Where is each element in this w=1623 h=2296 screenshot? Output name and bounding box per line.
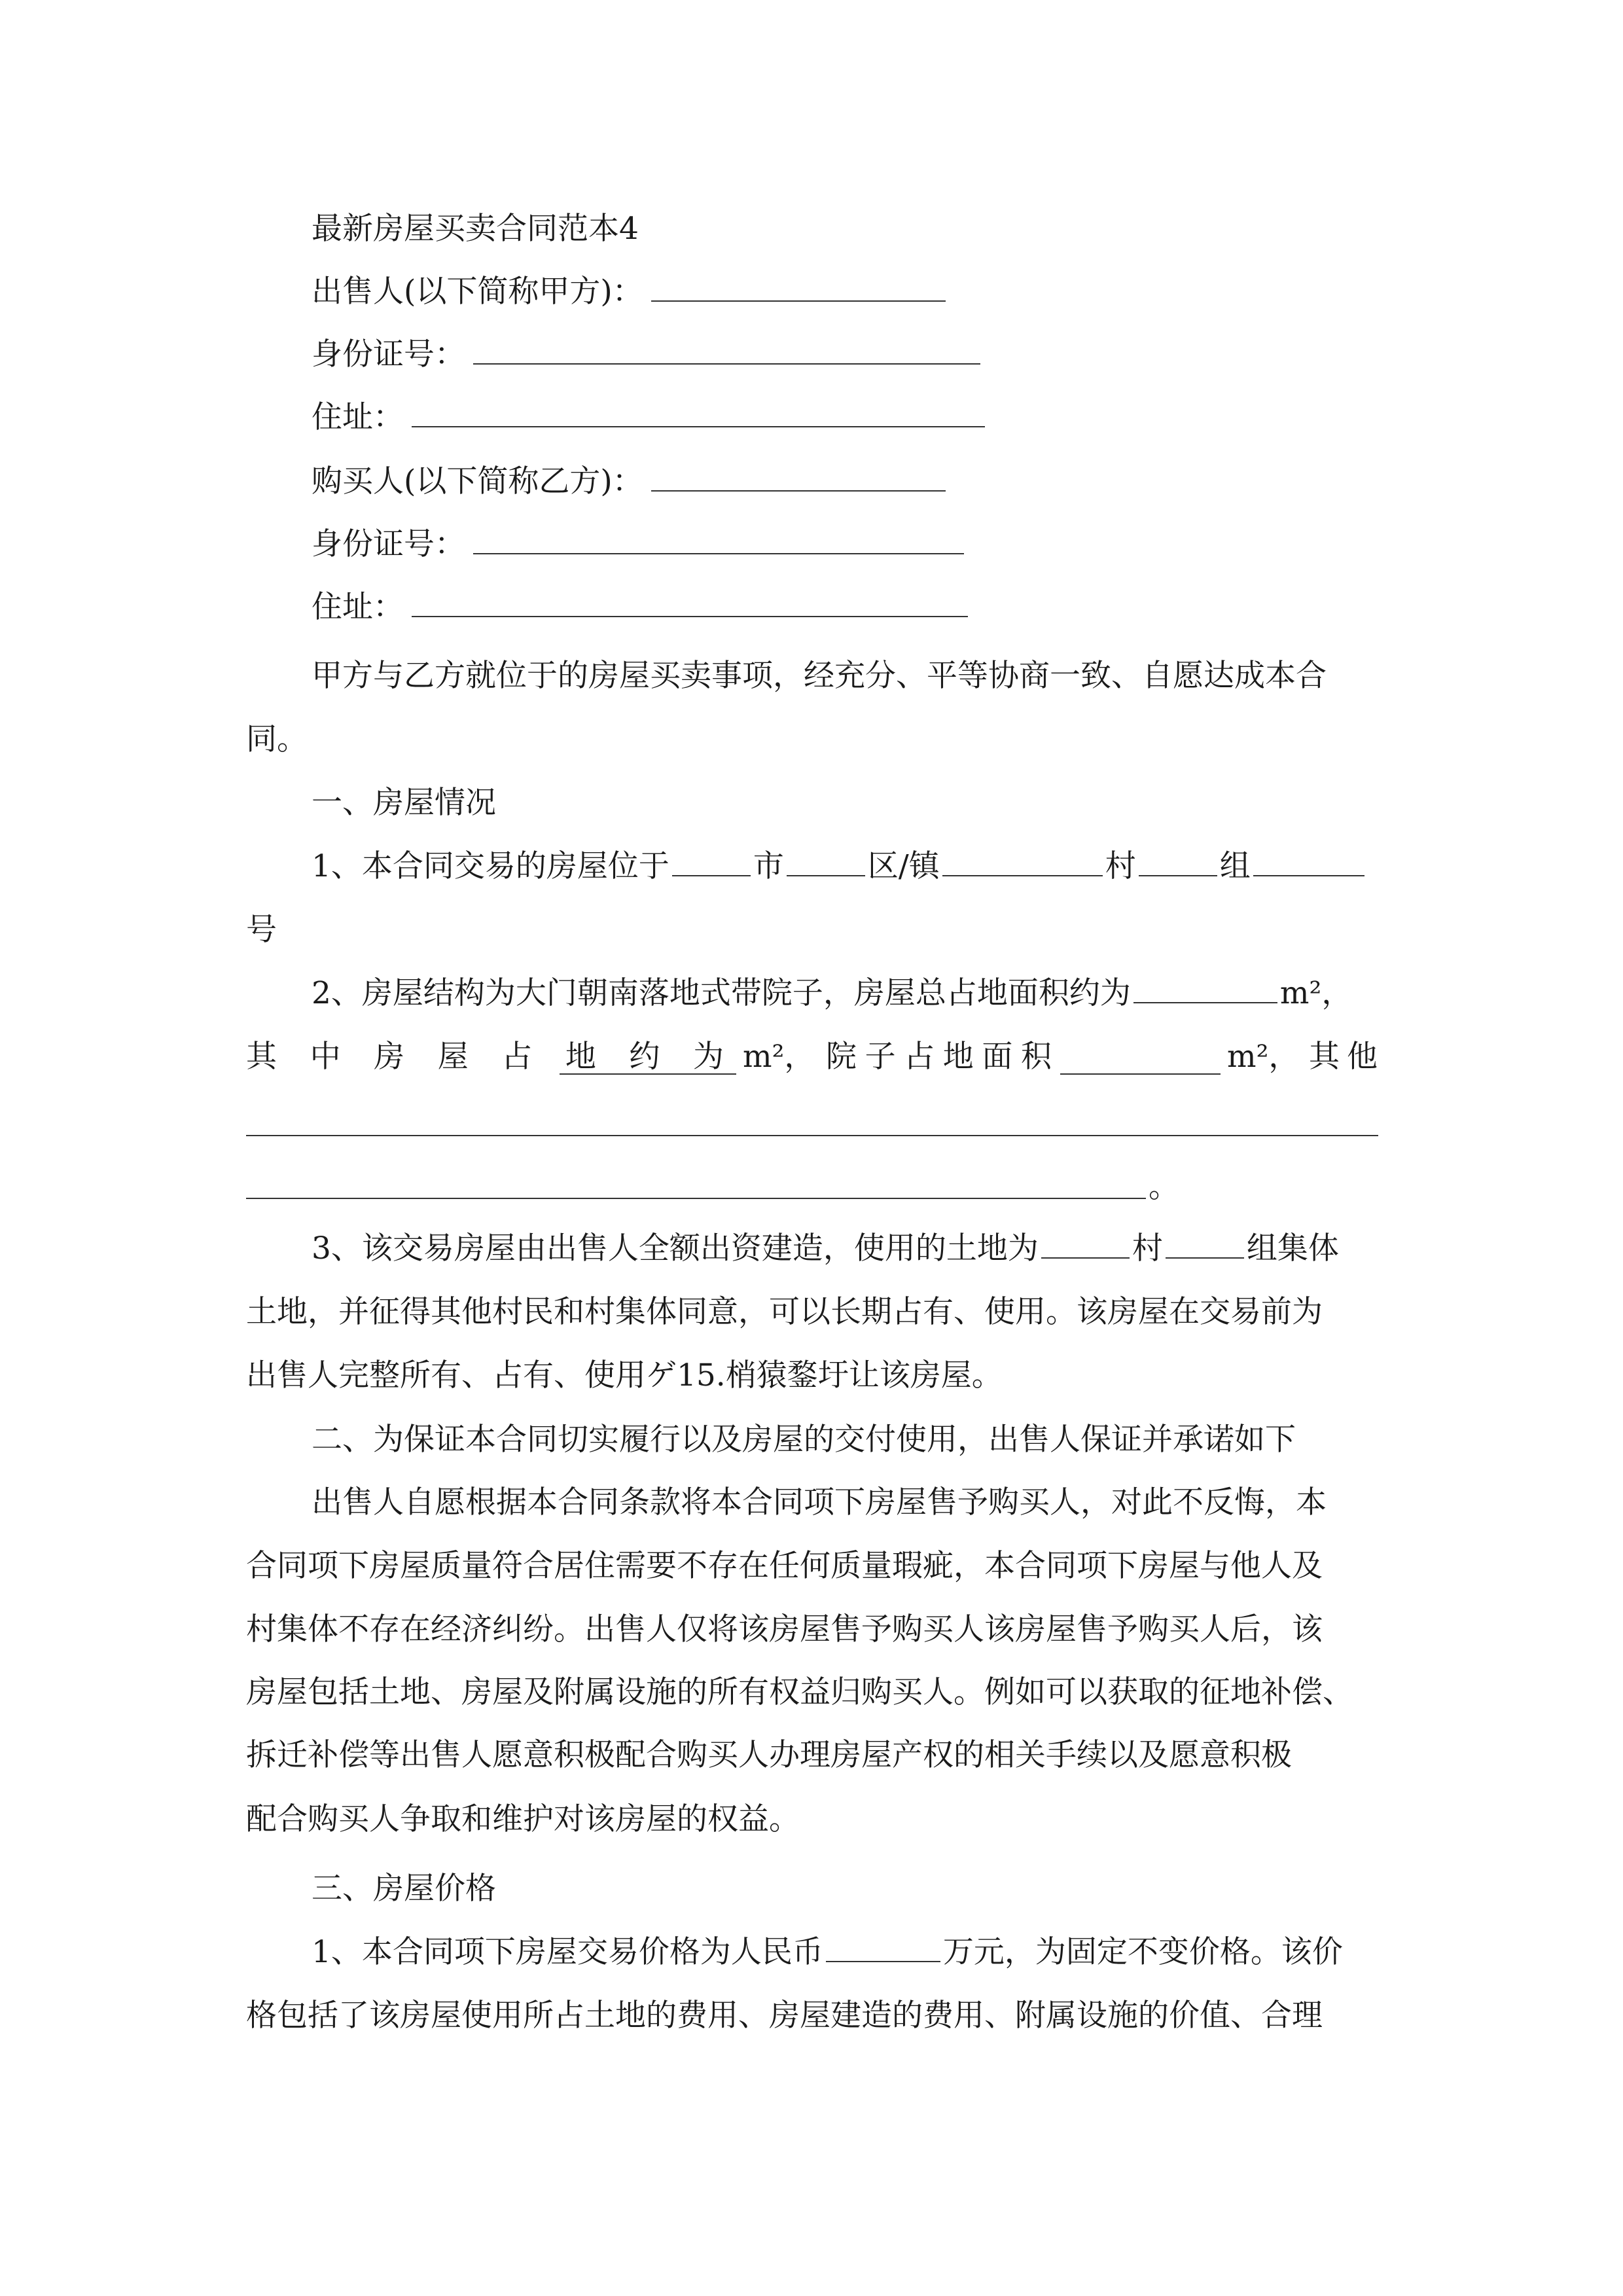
price-text: 1、本合同项下房屋交易价格为人民币 [312,1934,823,1970]
yard-char-1: 子 [865,1039,896,1075]
buyer-address-label: 住址： [312,589,404,625]
char-7: 为 [692,1039,724,1075]
house-number-suffix: 号 [246,912,277,948]
group-label: 组 [1219,848,1251,884]
seller-address-field[interactable] [412,399,985,427]
section2-line-3: 村集体不存在经济纠纷。出售人仅将该房屋售予购买人该房屋售予购买人后，该 [246,1611,1323,1647]
seller-id-label: 身份证号： [312,336,465,372]
seller-id-field[interactable] [473,336,980,365]
char-5: 地 [565,1039,596,1075]
city-field[interactable] [672,848,751,876]
char-6: 约 [629,1039,660,1075]
char-4: 占 [501,1039,533,1075]
total-area-unit: m²， [1279,975,1353,1011]
section2-line-1: 出售人自愿根据本合同条款将本合同项下房屋售予购买人，对此不反悔，本 [312,1484,1327,1520]
char-0: 其 [246,1039,277,1075]
yard-char-4: 面 [982,1039,1013,1075]
seller-address-line [312,398,985,437]
section2-line-4: 房屋包括土地、房屋及附属设施的所有权益归购买人。例如可以获取的征地补偿、 [246,1674,1353,1710]
section2-line-2: 合同项下房屋质量符合居住需要不存在任何质量瑕疵，本合同项下房屋与他人及 [246,1548,1323,1584]
buyer-id-line [312,525,964,564]
house-area-unit: m²， [743,1039,815,1075]
item1-location-text: 1、本合同交易的房屋位于 [312,848,669,884]
section3-heading: 三、房屋价格 [312,1871,496,1907]
price-unit-text: 万元，为固定不变价格。该价 [942,1934,1343,1970]
section1-item3-line2: 土地，并征得其他村民和村集体同意，可以长期占有、使用。该房屋在交易前为 [246,1294,1323,1330]
buyer-name-field[interactable] [651,463,946,492]
buyer-label: 购买人(以下简称乙方)： [312,463,643,499]
seller-line [312,272,946,312]
village-label: 村 [1105,848,1136,884]
other-field-line-1[interactable] [246,1135,1378,1136]
yard-char-0: 院 [826,1039,857,1075]
city-label: 市 [753,848,784,884]
group-field[interactable] [1139,848,1217,876]
other-char-0: 其 [1309,1039,1340,1075]
seller-name-field[interactable] [651,273,946,302]
section2-heading: 二、为保证本合同切实履行以及房屋的交付使用，出售人保证并承诺如下 [312,1422,1296,1458]
item3-text-a: 3、该交易房屋由出售人全额出资建造，使用的土地为 [312,1230,1039,1266]
char-1: 中 [310,1039,341,1075]
buyer-address-line [312,588,968,627]
district-field[interactable] [787,848,865,876]
seller-address-label: 住址： [312,399,404,435]
section1-item1-line [312,847,1364,886]
village-field[interactable] [942,848,1103,876]
buyer-id-label: 身份证号： [312,526,465,562]
intro-line-2: 同。 [246,721,308,757]
document-title: 最新房屋买卖合同范本4 [312,211,639,247]
section1-item3-line3: 出售人完整所有、占有、使用ゲ15.梢猿鍪圩让该房屋。 [246,1357,1003,1393]
section2-line-6: 配合购买人争取和维护对该房屋的权益。 [246,1801,800,1837]
item2-structure-text: 2、房屋结构为大门朝南落地式带院子，房屋总占地面积约为 [312,975,1131,1011]
buyer-line [312,462,946,501]
yard-char-5: 积 [1020,1039,1052,1075]
section1-item3-line1 [312,1229,1339,1268]
house-number-field[interactable] [1253,848,1364,876]
buyer-id-field[interactable] [473,526,964,554]
other-char-1: 他 [1347,1039,1378,1075]
item3-group-label: 组集体 [1246,1230,1339,1266]
land-group-field[interactable] [1166,1230,1244,1259]
section3-item1-line1 [312,1933,1343,1972]
char-3: 屋 [437,1039,469,1075]
seller-label: 出售人(以下简称甲方)： [312,274,643,310]
section2-line-5: 拆迁补偿等出售人愿意积极配合购买人办理房屋产权的相关手续以及愿意积极 [246,1737,1292,1773]
other-label [1309,1037,1378,1077]
total-area-field[interactable] [1133,975,1277,1003]
item3-village-label: 村 [1132,1230,1163,1266]
land-village-field[interactable] [1041,1230,1130,1259]
intro-line-1: 甲方与乙方就位于的房屋买卖事项，经充分、平等协商一致、自愿达成本合 [312,658,1327,694]
section1-heading: 一、房屋情况 [312,785,496,821]
char-2: 房 [374,1039,405,1075]
section3-item1-line2: 格包括了该房屋使用所占土地的费用、房屋建造的费用、附属设施的价值、合理 [246,1998,1323,2034]
district-label: 区/镇 [867,848,940,884]
yard-area-unit: m²， [1227,1039,1300,1075]
yard-area-field[interactable] [1060,1046,1221,1075]
seller-id-line [312,335,980,374]
house-area-field[interactable] [560,1046,736,1075]
yard-area-label [826,1037,1052,1077]
other-field-line-2[interactable] [246,1198,1146,1199]
price-field[interactable] [826,1933,940,1962]
yard-char-2: 占 [904,1039,935,1075]
item2-end-mark: 。 [1149,1169,1179,1205]
section1-item2-line1 [312,974,1352,1013]
yard-char-3: 地 [942,1039,974,1075]
buyer-address-field[interactable] [412,588,968,617]
